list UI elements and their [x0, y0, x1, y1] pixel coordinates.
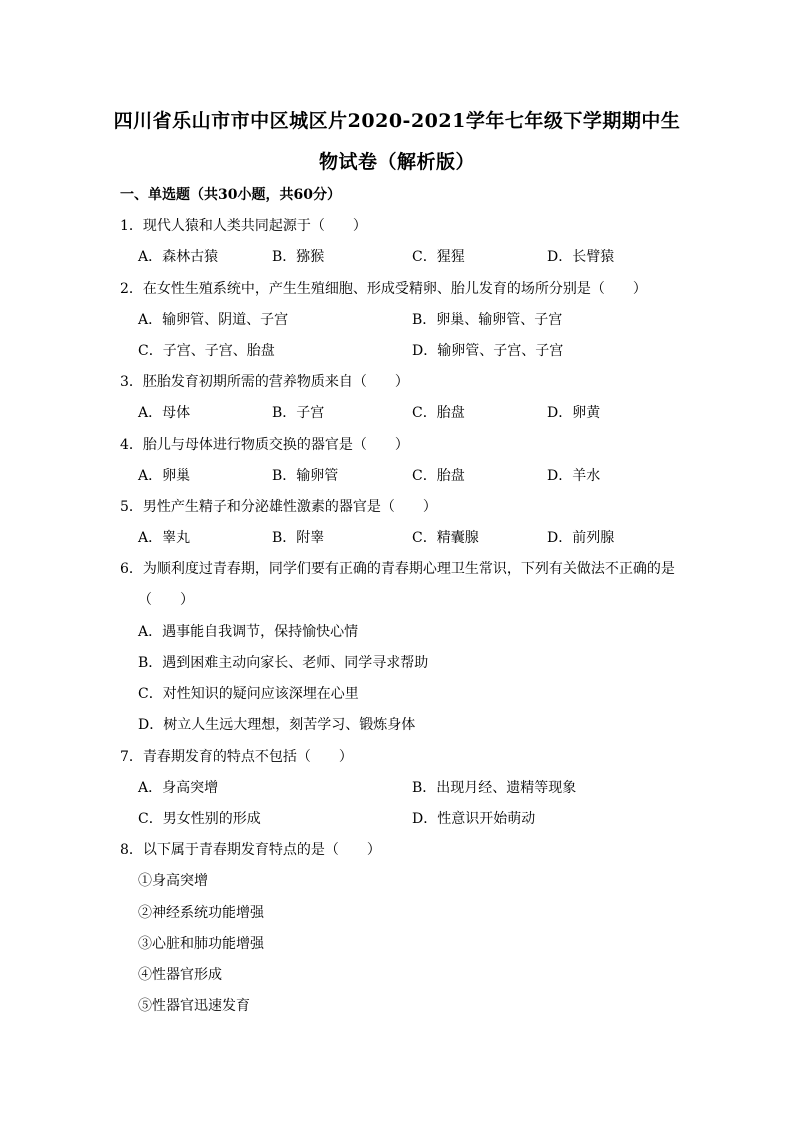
question-7-option-b: B．出现月经、遗精等现象 [412, 780, 577, 796]
question-5-option-c: C．精囊腺 [412, 530, 479, 546]
question-8-item-2: ②神经系统功能增强 [138, 905, 264, 921]
question-2-option-d: D．输卵管、子宫、子宫 [412, 343, 564, 359]
question-5-option-d: D．前列腺 [547, 530, 615, 546]
question-1-option-c: C．猩猩 [412, 249, 465, 265]
question-8-item-3: ③心脏和肺功能增强 [138, 936, 264, 952]
question-1-stem: 1．现代人猿和人类共同起源于（ ） [120, 218, 367, 234]
question-8-item-1: ①身高突增 [138, 873, 208, 889]
question-4-stem: 4．胎儿与母体进行物质交换的器官是（ ） [120, 437, 409, 453]
question-6-stem-continued: （ ） [138, 592, 194, 608]
page-title-line-1: 四川省乐山市市中区城区片2020-2021学年七年级下学期期中生 [113, 110, 681, 132]
question-8-stem: 8．以下属于青春期发育特点的是（ ） [120, 842, 381, 858]
question-6-option-a: A．遇事能自我调节，保持愉快心情 [138, 624, 359, 640]
question-3-option-c: C．胎盘 [412, 405, 465, 421]
question-3-option-b: B．子宫 [272, 405, 325, 421]
question-5-stem: 5．男性产生精子和分泌雄性激素的器官是（ ） [120, 499, 437, 515]
question-2-stem: 2．在女性生殖系统中，产生生殖细胞、形成受精卵、胎儿发育的场所分别是（ ） [120, 281, 647, 297]
question-7-option-c: C．男女性别的形成 [138, 811, 261, 827]
question-1-option-b: B．猕猴 [272, 249, 325, 265]
question-6-option-c: C．对性知识的疑问应该深埋在心里 [138, 686, 359, 702]
question-6-option-b: B．遇到困难主动向家长、老师、同学寻求帮助 [138, 655, 429, 671]
question-2-option-a: A．输卵管、阴道、子宫 [138, 312, 289, 328]
question-4-option-a: A．卵巢 [138, 468, 191, 484]
question-7-option-d: D．性意识开始萌动 [412, 811, 536, 827]
question-7-stem: 7．青春期发育的特点不包括（ ） [120, 749, 353, 765]
question-6-stem: 6．为顺利度过青春期，同学们要有正确的青春期心理卫生常识，下列有关做法不正确的是 [120, 561, 675, 577]
question-1-option-d: D．长臂猿 [547, 249, 615, 265]
question-6-option-d: D．树立人生远大理想，刻苦学习、锻炼身体 [138, 717, 416, 733]
section-heading: 一、单选题（共30小题，共60分） [120, 187, 341, 203]
question-8-item-5: ⑤性器官迅速发育 [138, 998, 250, 1014]
question-8-item-4: ④性器官形成 [138, 967, 222, 983]
question-5-option-b: B．附睾 [272, 530, 325, 546]
question-7-option-a: A．身高突增 [138, 780, 219, 796]
question-2-option-c: C．子宫、子宫、胎盘 [138, 343, 275, 359]
question-3-option-d: D．卵黄 [547, 405, 601, 421]
question-5-option-a: A．睾丸 [138, 530, 191, 546]
question-4-option-d: D．羊水 [547, 468, 601, 484]
question-3-stem: 3．胚胎发育初期所需的营养物质来自（ ） [120, 374, 409, 390]
question-1-option-a: A．森林古猿 [138, 249, 219, 265]
question-3-option-a: A．母体 [138, 405, 191, 421]
question-4-option-c: C．胎盘 [412, 468, 465, 484]
question-2-option-b: B．卵巢、输卵管、子宫 [412, 312, 563, 328]
question-4-option-b: B．输卵管 [272, 468, 339, 484]
page-title-line-2: 物试卷（解析版） [318, 151, 475, 173]
